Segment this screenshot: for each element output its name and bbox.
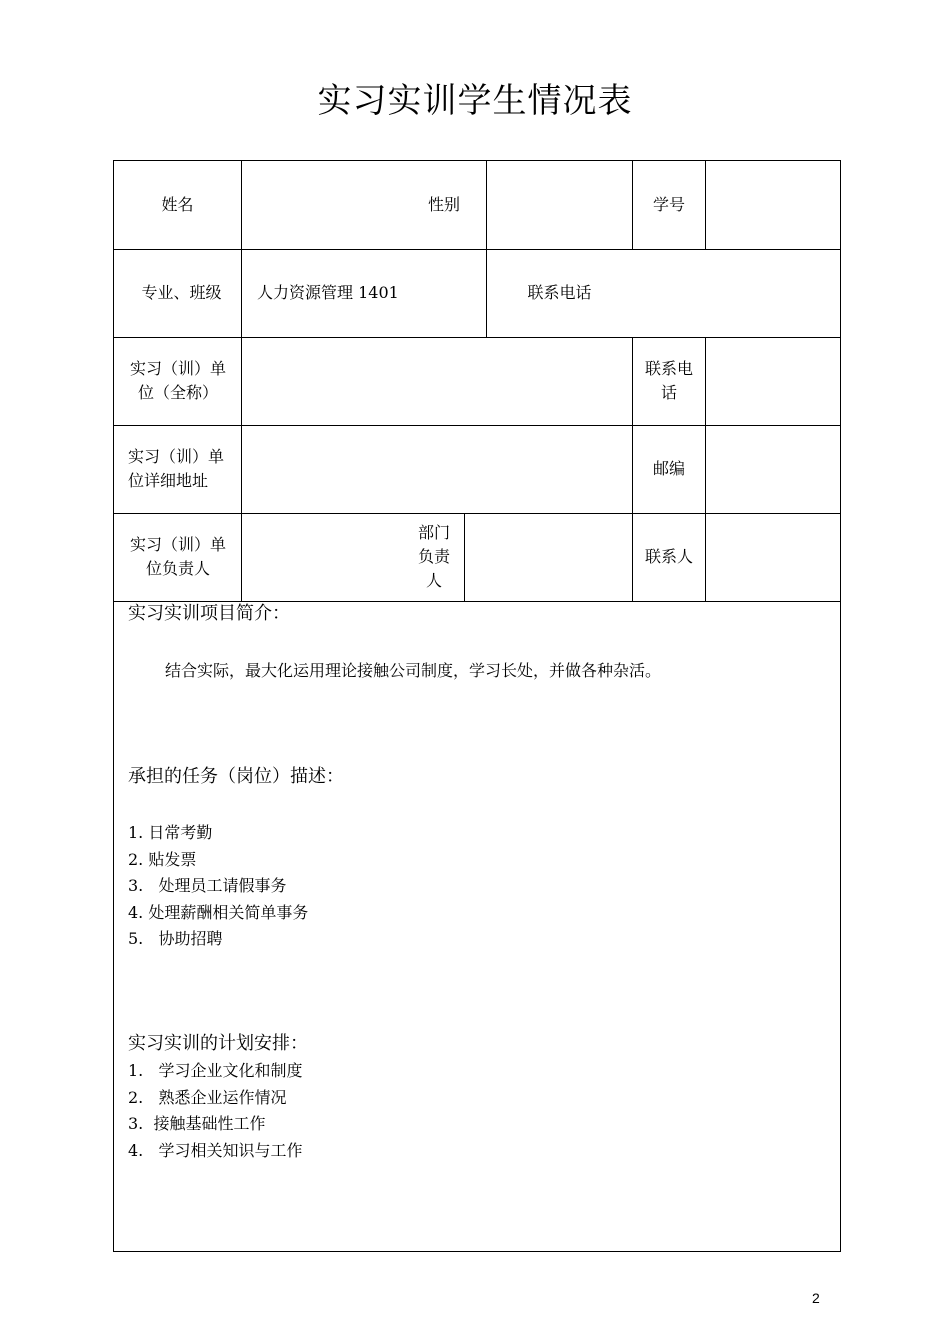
- postcode-label: 邮编: [652, 459, 685, 478]
- contact-field[interactable]: [706, 513, 840, 601]
- student-id-field[interactable]: [706, 161, 840, 249]
- phone-label: 联系电话: [527, 283, 592, 302]
- plan-heading: 实习实训的计划安排：: [128, 1033, 308, 1054]
- leader-label: 实习（训）单位负责人: [130, 535, 227, 578]
- gender-field[interactable]: [487, 161, 632, 249]
- plan-list: [128, 1058, 303, 1164]
- contact-label: 联系人: [644, 547, 693, 566]
- list-item: 1. 学习企业文化和制度: [128, 1061, 303, 1080]
- unit-phone-field[interactable]: [706, 337, 840, 425]
- unit-field[interactable]: [242, 337, 632, 425]
- unit-phone-label: 联系电话: [644, 359, 693, 402]
- list-item: 2. 熟悉企业运作情况: [128, 1087, 287, 1107]
- address-label: 实习（训）单位详细地址: [128, 447, 225, 490]
- list-item: 4. 学习相关知识与工作: [128, 1140, 303, 1160]
- tasks-list: [128, 820, 308, 953]
- address-field[interactable]: [242, 425, 632, 513]
- list-item: 3. 接触基础性工作: [128, 1114, 266, 1133]
- phone-field[interactable]: [633, 249, 840, 337]
- list-item: 4. 处理薪酬相关简单事务: [128, 902, 309, 922]
- postcode-field[interactable]: [706, 425, 840, 513]
- leader-field[interactable]: [242, 513, 412, 601]
- tasks-heading: 承担的任务（岗位）描述：: [128, 766, 344, 787]
- page-title: 实习实训学生情况表: [317, 81, 633, 121]
- list-item: 3. 处理员工请假事务: [128, 876, 287, 895]
- student-id-label: 学号: [652, 195, 685, 214]
- list-item: 5. 协助招聘: [128, 929, 223, 948]
- major-class-label: 专业、班级: [141, 283, 222, 302]
- name-label: 姓名: [161, 195, 194, 214]
- major-class-field[interactable]: 人力资源管理 1401: [257, 283, 399, 302]
- intro-heading: 实习实训项目简介：: [128, 603, 290, 624]
- list-item: 1. 日常考勤: [128, 823, 213, 842]
- dept-leader-field[interactable]: [465, 513, 632, 601]
- unit-label: 实习（训）单位（全称）: [130, 359, 227, 402]
- gender-label: 性别: [427, 195, 460, 214]
- list-item: 2. 贴发票: [128, 849, 197, 869]
- dept-leader-label: 部门负责人: [417, 523, 450, 590]
- page-number: 2: [812, 1290, 820, 1306]
- intro-text: 结合实际，最大化运用理论接触公司制度，学习长处，并做各种杂活。: [165, 661, 662, 680]
